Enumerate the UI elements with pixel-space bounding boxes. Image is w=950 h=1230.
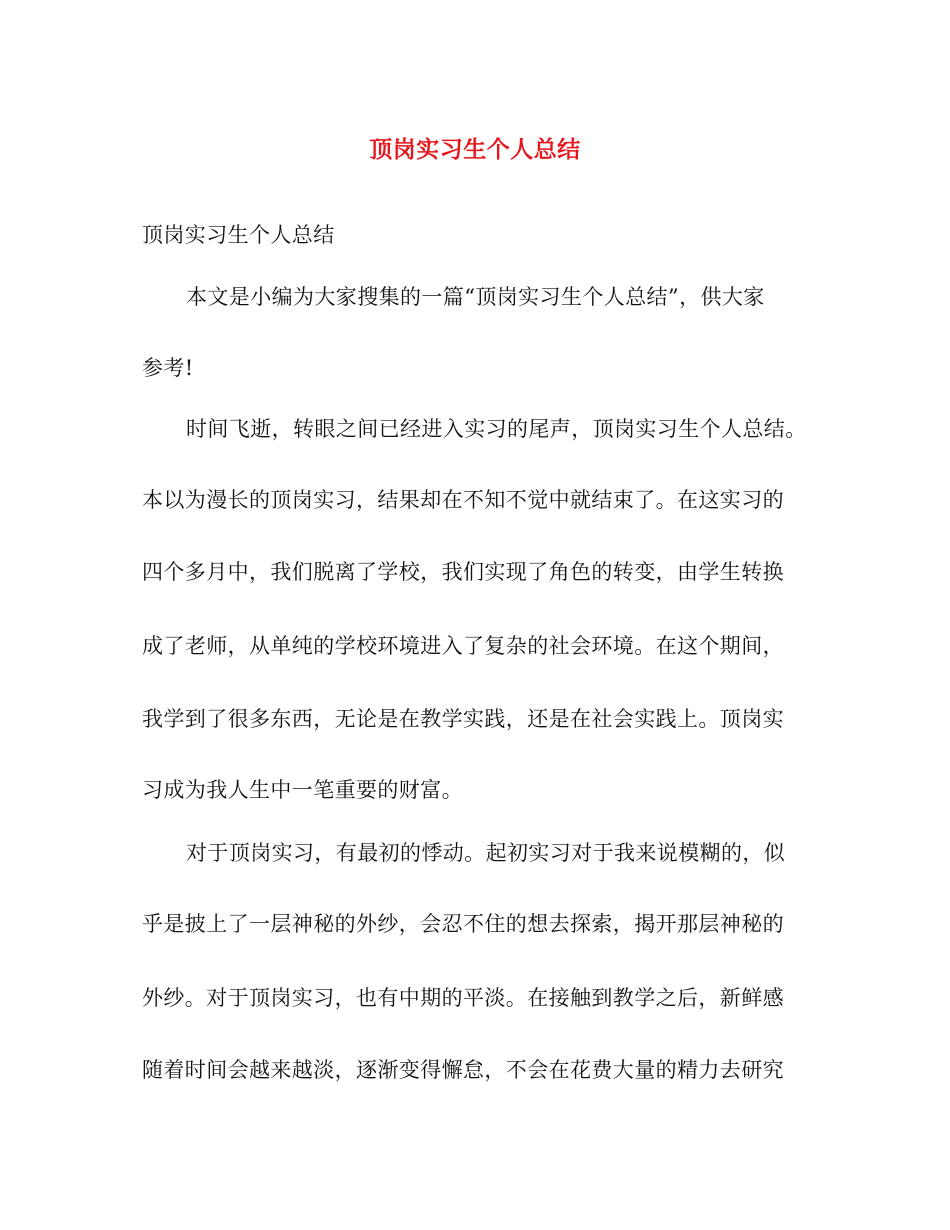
paragraph-line: 习成为我人生中一笔重要的财富。 <box>142 778 463 802</box>
paragraph-line: 本文是小编为大家搜集的一篇“顶岗实习生个人总结”，供大家 <box>186 285 765 309</box>
document-title: 顶岗实习生个人总结 <box>369 136 581 163</box>
paragraph-line: 对于顶岗实习，有最初的悸动。起初实习对于我来说模糊的，似 <box>186 841 786 865</box>
paragraph-line: 本以为漫长的顶岗实习，结果却在不知不觉中就结束了。在这实习的 <box>142 488 784 512</box>
paragraph-line: 乎是披上了一层神秘的外纱，会忍不住的想去探索，揭开那层神秘的 <box>142 912 784 936</box>
paragraph-line: 外纱。对于顶岗实习，也有中期的平淡。在接触到教学之后，新鲜感 <box>142 986 784 1010</box>
paragraph-line: 四个多月中，我们脱离了学校，我们实现了角色的转变，由学生转换 <box>142 560 784 584</box>
paragraph-line: 成了老师，从单纯的学校环境进入了复杂的社会环境。在这个期间， <box>142 634 784 658</box>
paragraph-line: 时间飞逝，转眼之间已经进入实习的尾声，顶岗实习生个人总结。 <box>186 417 807 441</box>
paragraph-line: 参考! <box>142 356 194 380</box>
paragraph-line: 随着时间会越来越淡，逐渐变得懈怠，不会在花费大量的精力去研究 <box>142 1058 784 1082</box>
section-heading: 顶岗实习生个人总结 <box>142 223 335 247</box>
paragraph-line: 我学到了很多东西，无论是在教学实践，还是在社会实践上。顶岗实 <box>142 707 784 731</box>
